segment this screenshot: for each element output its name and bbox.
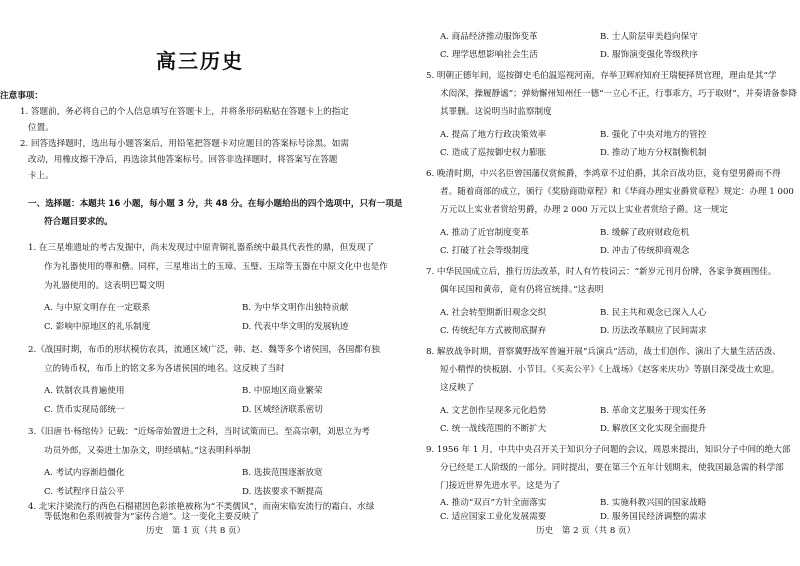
question-4-option-c: C. 理学思想影响社会生活 (440, 50, 538, 60)
question-4-stem: 4. 北宋汴梁流行的西色石榴裙因色彩浓艳被称为“不类儒风”，而南宋临安流行的霜白、水绿 (28, 502, 375, 512)
page-footer: 历史 第 2 页（共 8 页） (536, 526, 636, 536)
question-6-option-c: C. 打破了社会等级制度 (440, 246, 530, 256)
notice-line: 改动，用橡皮擦干净后，再选涂其他答案标号。回答非选择题时，将答案写在答题 (28, 155, 338, 165)
question-5-option-a: A. 提高了地方行政决策效率 (440, 130, 547, 140)
question-6-stem: 万元以上实业者赏给男爵，办理 2 000 万元以上实业者赏给子爵。这一规定 (440, 205, 728, 215)
question-6-stem: 6. 晚清时期，中兴名臣曾国藩仅赏候爵，李鸿章不过伯爵，其余百战功臣，竟有望男爵而不得 (426, 169, 781, 179)
question-3-stem: 3.《旧唐书·杨绾传》记载：“近炀帝始置进士之科，当时试策而已。至高宗朝，刘思立为考 (28, 427, 370, 437)
question-2-option-d: D. 区域经济联系密切 (242, 405, 323, 415)
notice-line: 2. 回答选择题时，选出每小题答案后，用铅笔把答题卡对应题目的答案标号涂黑。如需 (20, 139, 349, 149)
notice-line: 位置。 (28, 123, 54, 133)
question-5-stem: 其罪删。这说明当时监察制度 (440, 107, 552, 117)
question-3-option-b: B. 选拔范围逐渐放宽 (242, 468, 323, 478)
question-3-option-c: C. 考试程序日益公平 (44, 487, 125, 497)
question-5-option-c: C. 造成了巡按御史权力膨胀 (440, 148, 547, 158)
question-2-option-b: B. 中原地区商业繁荣 (242, 386, 323, 396)
question-8-option-d: D. 解放区文化实现全面提升 (600, 424, 707, 434)
question-6-stem: 者。随着商部的成立，颁行《奖励商勋章程》和《华商办理实业爵赏章程》规定：办理 1 000 (440, 187, 794, 197)
question-1-option-b: B. 为中华文明作出独特贡献 (242, 303, 349, 313)
question-8-option-b: B. 革命文艺服务于现实任务 (600, 406, 707, 416)
page-footer: 历史 第 1 页（共 8 页） (146, 526, 246, 536)
question-4-option-a: A. 商品经济推动服饰变革 (440, 32, 538, 42)
question-5-option-b: B. 强化了中央对地方的管控 (600, 130, 707, 140)
question-7-stem: 7. 中华民国成立后，推行历法改革，时人有竹枝词云：“新岁元刊月份牌，各家争赛画图佳。 (426, 267, 777, 277)
question-2-stem: 立的铸币权，布币上的铭文多为各诸侯国的地名。这反映了当时 (44, 364, 285, 374)
question-8-stem: 这反映了 (440, 383, 475, 393)
question-9-stem: 门接近世界先进水平。这是为了 (440, 481, 561, 491)
question-1-option-a: A. 与中原文明存在一定联系 (44, 303, 151, 313)
question-6-option-d: D. 冲击了传统抑商观念 (600, 246, 690, 256)
question-7-option-d: D. 历法改革顺应了民间需求 (600, 326, 707, 336)
question-1-stem: 1. 在三星堆遗址的考古发掘中，尚未发现过中原青铜礼器系统中最具代表性的鼎，但发现了 (28, 243, 375, 253)
notice-heading: 注意事项： (0, 91, 43, 101)
question-4-option-b: B. 士人阶层审美趋向保守 (600, 32, 698, 42)
notice-line: 卡上。 (28, 171, 54, 181)
question-5-stem: 5. 明朝正德年间，巡按御史毛伯温巡视河南，存举卫辉府知府王瑞便择贤官理，理由是其“学 (426, 71, 777, 81)
question-9-option-c: C. 适应国家工业化发展需要 (440, 512, 547, 522)
question-5-stem: 术闳深，操履静谧”；弹劾懈州知州任一德“一立心不正，行事乖方，巧于取财”，并奏请备参降 (440, 89, 797, 99)
question-7-option-a: A. 社会转型期新旧观念交织 (440, 308, 547, 318)
notice-line: 1. 答题前，务必将自己的个人信息填写在答题卡上，并将条形码粘贴在答题卡上的指定 (20, 107, 349, 117)
question-9-option-a: A. 推动“双百”方针全面落实 (440, 498, 547, 508)
question-1-option-c: C. 影响中原地区的礼乐制度 (44, 322, 151, 332)
question-7-option-c: C. 传统纪年方式被彻底摒弃 (440, 326, 547, 336)
question-7-stem: 偶年民国和黄帝，竟有仍将宣统排。”这表明 (440, 285, 604, 295)
question-8-option-a: A. 文艺创作呈现多元化趋势 (440, 406, 547, 416)
question-8-stem: 短小精悍的快板剧、小节目。《买卖公平》《上战场》《赵客来庆功》等剧目深受战士欢迎。 (440, 365, 780, 375)
question-9-option-d: D. 服务国民经济调整的需求 (600, 512, 707, 522)
section-heading: 一、选择题：本题共 16 小题，每小题 3 分，共 48 分。在每小题给出的四个选项中，只有一项是 (28, 199, 403, 209)
question-5-option-d: D. 推动了地方分权制衡机制 (600, 148, 707, 158)
question-3-stem: 功员外郎，又奏进士加杂文，明经填帖。”这表明科举制 (44, 446, 251, 456)
question-2-option-c: C. 货币实现局部统一 (44, 405, 125, 415)
question-3-option-a: A. 考试内容渐趋僵化 (44, 468, 125, 478)
question-3-option-d: D. 选拔要求不断提高 (242, 487, 323, 497)
question-7-option-b: B. 民主共和观念已深入人心 (600, 308, 707, 318)
question-1-option-d: D. 代表中华文明的发展轨迹 (242, 322, 349, 332)
question-2-option-a: A. 铁制农具普遍使用 (44, 386, 125, 396)
question-6-option-a: A. 推动了近官制度变革 (440, 228, 530, 238)
question-9-option-b: B. 实施科教兴国的国家战略 (600, 498, 707, 508)
exam-page-2 (400, 0, 800, 566)
question-1-stem: 作为礼器使用的尊和罍。同样，三星堆出土的玉璋、玉璧、玉琮等玉器在中原文化中也是作 (44, 262, 388, 272)
question-1-stem: 为礼器使用的。这表明巴蜀文明 (44, 281, 165, 291)
section-heading: 符合题目要求的。 (44, 217, 113, 227)
question-4-stem: 等低饱和色系则被誉为“家传合道”。这一变化主要反映了 (44, 512, 260, 522)
question-4-option-d: D. 服饰演变强化等级秩序 (600, 50, 698, 60)
question-8-option-c: C. 统一战线范围的不断扩大 (440, 424, 547, 434)
question-2-stem: 2.《战国时期，布币的形状模仿农具，流通区域广泛，韩、赵、魏等多个诸侯国，各国都有独 (28, 345, 380, 355)
question-8-stem: 8. 解放战争时期，晋察冀野战军普遍开展“兵演兵”活动，战士们创作、演出了大量生活活泼、 (426, 347, 781, 357)
page-title: 高三历史 (156, 49, 244, 73)
question-9-stem: 分已经是工人阶级的一部分。同时提出，要在第三个五年计划期末，使我国最急需的科学部 (440, 463, 784, 473)
question-6-option-b: B. 缓解了政府财政危机 (600, 228, 690, 238)
question-9-stem: 9. 1956 年 1 月，中共中央召开关于知识分子问题的会议，周恩来提出，知识分子中间的绝大部 (426, 445, 791, 455)
